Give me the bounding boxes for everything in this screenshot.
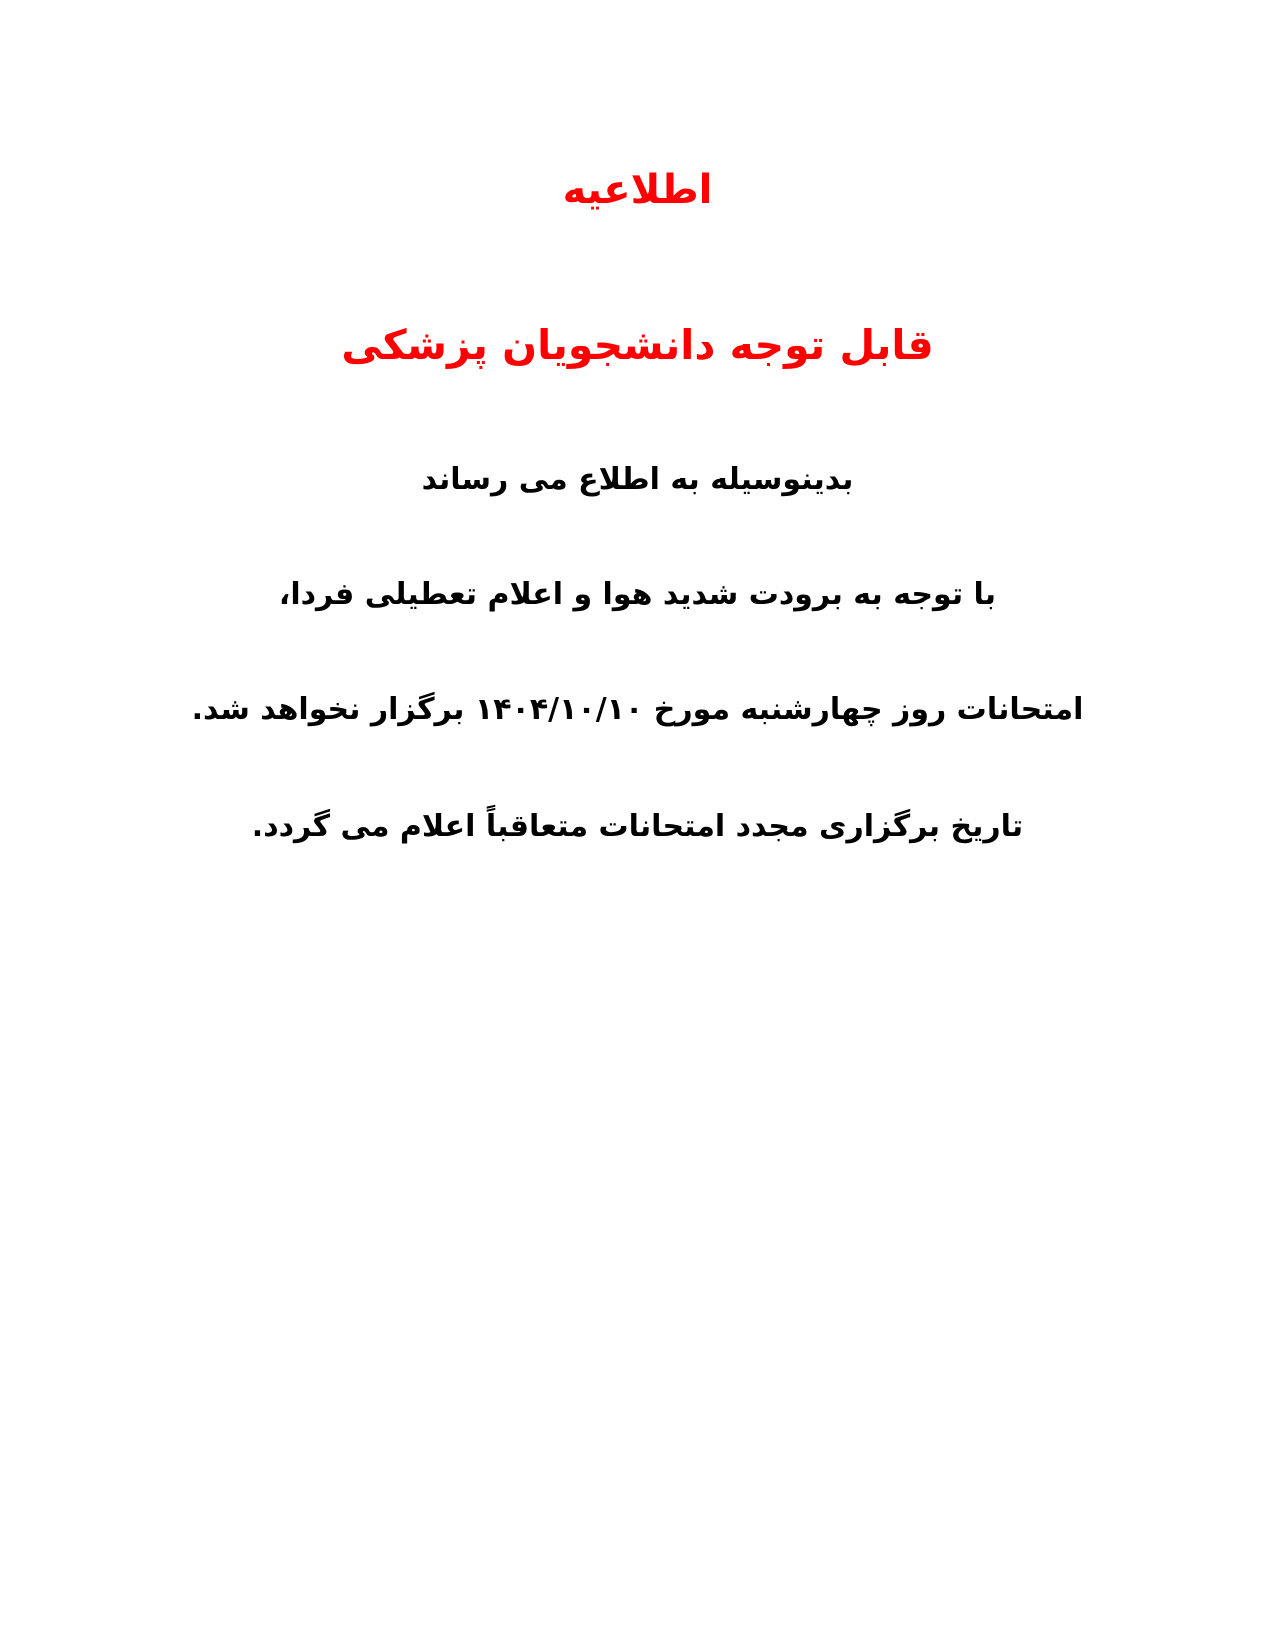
notice-subtitle: قابل توجه دانشجویان پزشکی <box>341 321 934 369</box>
notice-line-reschedule: تاریخ برگزاری مجدد امتحانات متعاقباً اعلام می گردد. <box>251 809 1024 844</box>
notice-line-cancellation: امتحانات روز چهارشنبه مورخ ۱۴۰۴/۱۰/۱۰ برگزار نخواهد شد. <box>191 692 1084 727</box>
notice-line-reason: با توجه به برودت شدید هوا و اعلام تعطیلی فردا، <box>278 577 997 612</box>
notice-line-intro: بدینوسیله به اطلاع می رساند <box>421 462 854 497</box>
notice-title: اطلاعیه <box>562 167 713 213</box>
